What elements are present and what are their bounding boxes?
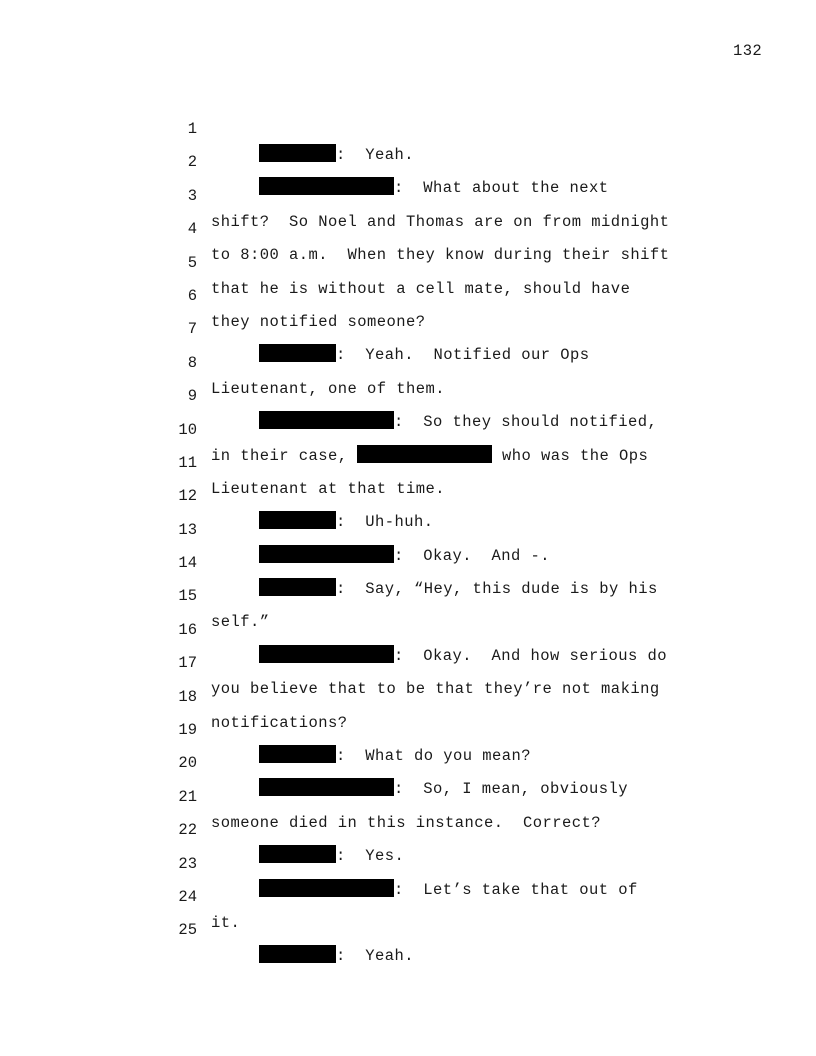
line-number: 3 [187, 186, 197, 205]
line-number: 17 [178, 654, 197, 673]
line-content: : Let’s take that out of [394, 880, 638, 899]
line-content: : So, I mean, obviously [394, 780, 629, 799]
line-text: that he is without a cell mate, should have [211, 279, 631, 298]
line-text: notifications? [211, 713, 348, 732]
line-number: 4 [187, 220, 197, 239]
transcript-line [0, 190, 816, 265]
line-number: 23 [178, 854, 197, 873]
line-number: 16 [178, 620, 197, 639]
line-number: 5 [187, 253, 197, 272]
line-number: 11 [178, 453, 197, 472]
line-number: 22 [178, 821, 197, 840]
line-text: it. [211, 913, 241, 932]
line-content: : Yeah. [336, 146, 415, 164]
transcript-line [0, 157, 816, 231]
line-text: Lieutenant at that time. [211, 479, 446, 498]
line-text: to 8:00 a.m. When they know during their shift [211, 246, 670, 265]
transcript-line [0, 891, 816, 966]
line-number: 6 [187, 286, 197, 305]
line-content: : Yes. [336, 847, 405, 866]
transcript-line [0, 90, 816, 164]
line-content: : What do you mean? [336, 747, 532, 766]
line-content: : Say, “Hey, this dude is by his [336, 580, 658, 599]
line-number: 7 [187, 320, 197, 339]
line-number: 24 [178, 887, 197, 906]
line-number: 1 [187, 120, 197, 138]
line-number: 9 [187, 387, 197, 406]
line-number: 10 [178, 420, 197, 439]
line-number: 8 [187, 353, 197, 372]
line-content: : Yeah. [336, 947, 415, 966]
line-text: self.” [211, 613, 270, 632]
line-content: : Okay. And how serious do [394, 646, 668, 665]
line-content: in their case, [211, 446, 358, 465]
line-content: : Yeah. Notified our Ops [336, 346, 590, 365]
line-content: who was the Ops [492, 446, 649, 465]
line-content: : Uh-huh. [336, 513, 434, 532]
line-number: 14 [178, 554, 197, 573]
page-number: 132 [733, 42, 763, 60]
line-number: 18 [178, 687, 197, 706]
line-text: shift? So Noel and Thomas are on from midnight [211, 212, 670, 231]
line-text [259, 943, 414, 969]
line-content: : Okay. And -. [394, 546, 551, 565]
redacted-speaker-name [259, 945, 336, 963]
transcript-line [0, 290, 816, 365]
line-text: someone died in this instance. Correct? [211, 813, 602, 832]
line-number: 20 [178, 754, 197, 773]
line-content: : So they should notified, [394, 413, 658, 432]
line-number: 15 [178, 587, 197, 606]
line-number: 12 [178, 487, 197, 506]
line-number: 2 [187, 153, 197, 172]
transcript-line [0, 324, 816, 398]
transcript-line [0, 257, 816, 331]
line-number: 13 [178, 520, 197, 539]
line-number: 19 [178, 721, 197, 740]
line-text: Lieutenant, one of them. [211, 379, 446, 398]
line-number: 21 [178, 787, 197, 806]
line-content: : What about the next [394, 179, 609, 198]
line-text: you believe that to be that they’re not making [211, 680, 660, 699]
line-number: 25 [178, 921, 197, 940]
transcript-body [0, 90, 816, 966]
transcript-line [0, 224, 816, 298]
line-text: they notified someone? [211, 312, 426, 331]
transcript-line [0, 123, 816, 198]
